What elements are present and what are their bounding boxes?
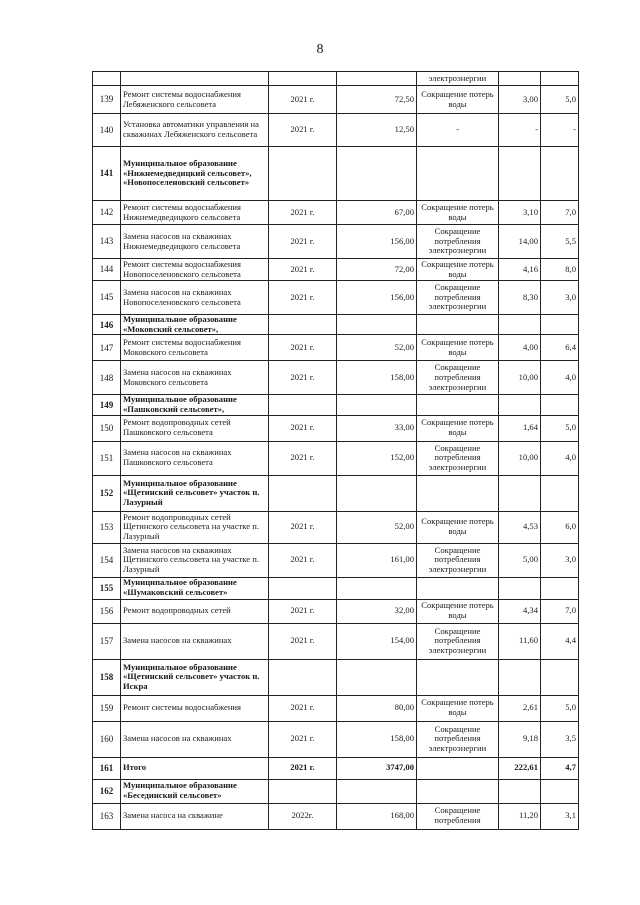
cost-cell: 72,50 — [337, 86, 417, 114]
year-cell — [269, 475, 337, 511]
payback-value-cell: 5,0 — [541, 695, 579, 721]
effect-cell: Сокращение потерь воды — [417, 335, 499, 361]
measure-name-cell: Ремонт водопроводных сетей Пашковского сельсовета — [121, 415, 269, 441]
payback-value-cell: 3,0 — [541, 281, 579, 315]
year-cell: 2021 г. — [269, 757, 337, 779]
year-cell: 2021 г. — [269, 361, 337, 395]
measure-name-cell: Замена насосов на скважинах Нижнемедведицкого сельсовета — [121, 225, 269, 259]
cost-cell: 156,00 — [337, 281, 417, 315]
measure-name-cell: Муниципальное образование «Шумаковский сельсовет» — [121, 577, 269, 599]
row-number-cell: 152 — [93, 475, 121, 511]
payback-value-cell: 4,4 — [541, 623, 579, 659]
row-number-cell: 163 — [93, 803, 121, 829]
measure-name-cell: Замена насосов на скважинах Новопоселеновского сельсовета — [121, 281, 269, 315]
measure-name-cell: Ремонт водопроводных сетей Щетинского сельсовета на участке п. Лазурный — [121, 511, 269, 543]
measure-name-cell: Ремонт водопроводных сетей — [121, 599, 269, 623]
effect-cell: Сокращение потребления электроэнергии — [417, 623, 499, 659]
cost-cell: 52,00 — [337, 511, 417, 543]
row-number-cell: 161 — [93, 757, 121, 779]
payback-value-cell: 3,0 — [541, 543, 579, 577]
section-header-row — [93, 659, 579, 695]
measure-name-cell: Замена насосов на скважинах Пашковского сельсовета — [121, 441, 269, 475]
row-number-cell: 149 — [93, 395, 121, 415]
table-row — [93, 335, 579, 361]
year-cell: 2021 г. — [269, 201, 337, 225]
effect-cell: Сокращение потерь воды — [417, 201, 499, 225]
measure-name-cell: Ремонт системы водоснабжения Моковского сельсовета — [121, 335, 269, 361]
effect-cell: Сокращение потребления электроэнергии — [417, 543, 499, 577]
payback-value-cell: 4,0 — [541, 361, 579, 395]
table-row — [93, 281, 579, 315]
row-number-cell: 139 — [93, 86, 121, 114]
year-cell: 2021 г. — [269, 511, 337, 543]
measure-name-cell: Муниципальное образование «Нижнемедведицкий сельсовет», «Новопоселеновский сельсовет» — [121, 147, 269, 201]
year-cell: 2021 г. — [269, 721, 337, 757]
saving-value-cell: - — [499, 114, 541, 147]
effect-cell: Сокращение потребления электроэнергии — [417, 721, 499, 757]
table-row — [93, 259, 579, 281]
cost-cell: 158,00 — [337, 361, 417, 395]
effect-cell: - — [417, 114, 499, 147]
cost-cell — [337, 659, 417, 695]
table-row — [93, 623, 579, 659]
year-cell: 2021 г. — [269, 599, 337, 623]
saving-value-cell: 3,00 — [499, 86, 541, 114]
year-cell — [269, 779, 337, 803]
saving-value-cell — [499, 72, 541, 86]
saving-value-cell: 5,00 — [499, 543, 541, 577]
payback-value-cell: 3,1 — [541, 803, 579, 829]
table-row — [93, 511, 579, 543]
effect-cell: Сокращение потребления электроэнергии — [417, 281, 499, 315]
year-cell: 2021 г. — [269, 114, 337, 147]
effect-cell — [417, 315, 499, 335]
measure-name-cell: Установка автоматики управления на скважинах Лебяженского сельсовета — [121, 114, 269, 147]
payback-value-cell — [541, 395, 579, 415]
effect-cell: Сокращение потребления электроэнергии — [417, 441, 499, 475]
measure-name-cell: Замена насосов на скважинах — [121, 721, 269, 757]
year-cell — [269, 72, 337, 86]
saving-value-cell: 1,64 — [499, 415, 541, 441]
payback-value-cell — [541, 147, 579, 201]
row-number-cell: 141 — [93, 147, 121, 201]
saving-value-cell — [499, 315, 541, 335]
saving-value-cell — [499, 475, 541, 511]
table-row — [93, 803, 579, 829]
effect-cell: электроэнергии — [417, 72, 499, 86]
measure-name-cell: Муниципальное образование «Пашковский сельсовет», — [121, 395, 269, 415]
program-table — [92, 71, 579, 830]
measure-name-cell: Замена насосов на скважинах — [121, 623, 269, 659]
section-header-row — [93, 577, 579, 599]
effect-cell: Сокращение потребления электроэнергии — [417, 225, 499, 259]
section-header-row — [93, 779, 579, 803]
effect-cell: Сокращение потерь воды — [417, 695, 499, 721]
row-number-cell: 147 — [93, 335, 121, 361]
year-cell — [269, 315, 337, 335]
cost-cell: 52,00 — [337, 335, 417, 361]
row-number-cell: 145 — [93, 281, 121, 315]
table-row — [93, 201, 579, 225]
measure-name-cell: Муниципальное образование «Моковский сельсовет», — [121, 315, 269, 335]
saving-value-cell: 8,30 — [499, 281, 541, 315]
year-cell: 2021 г. — [269, 86, 337, 114]
saving-value-cell: 4,16 — [499, 259, 541, 281]
cost-cell: 156,00 — [337, 225, 417, 259]
effect-cell: Сокращение потерь воды — [417, 415, 499, 441]
payback-value-cell: 5,0 — [541, 86, 579, 114]
year-cell: 2021 г. — [269, 543, 337, 577]
table-row — [93, 225, 579, 259]
payback-value-cell: 5,0 — [541, 415, 579, 441]
saving-value-cell: 2,61 — [499, 695, 541, 721]
section-header-row — [93, 475, 579, 511]
effect-cell: Сокращение потребления электроэнергии — [417, 361, 499, 395]
measure-name-cell: Ремонт системы водоснабжения — [121, 695, 269, 721]
payback-value-cell: - — [541, 114, 579, 147]
table-row — [93, 114, 579, 147]
payback-value-cell: 4,0 — [541, 441, 579, 475]
effect-cell — [417, 659, 499, 695]
cost-cell: 32,00 — [337, 599, 417, 623]
cost-cell: 12,50 — [337, 114, 417, 147]
effect-cell: Сокращение потерь воды — [417, 511, 499, 543]
row-number-cell: 155 — [93, 577, 121, 599]
effect-cell — [417, 147, 499, 201]
table-row — [93, 543, 579, 577]
year-cell: 2021 г. — [269, 441, 337, 475]
saving-value-cell: 14,00 — [499, 225, 541, 259]
effect-cell — [417, 757, 499, 779]
table-row — [93, 361, 579, 395]
saving-value-cell — [499, 577, 541, 599]
year-cell: 2021 г. — [269, 695, 337, 721]
measure-name-cell: Муниципальное образование «Щетинский сельсовет» участок п. Искра — [121, 659, 269, 695]
cost-cell — [337, 577, 417, 599]
year-cell: 2022г. — [269, 803, 337, 829]
table-row — [93, 441, 579, 475]
cost-cell: 3747,00 — [337, 757, 417, 779]
cost-cell — [337, 147, 417, 201]
cost-cell: 67,00 — [337, 201, 417, 225]
effect-cell — [417, 577, 499, 599]
cost-cell: 158,00 — [337, 721, 417, 757]
payback-value-cell: 7,0 — [541, 599, 579, 623]
effect-cell: Сокращение потребления — [417, 803, 499, 829]
section-header-row — [93, 147, 579, 201]
saving-value-cell: 11,60 — [499, 623, 541, 659]
row-number-cell: 156 — [93, 599, 121, 623]
year-cell — [269, 395, 337, 415]
measure-name-cell — [121, 72, 269, 86]
year-cell: 2021 г. — [269, 335, 337, 361]
payback-value-cell: 3,5 — [541, 721, 579, 757]
saving-value-cell — [499, 147, 541, 201]
row-number-cell: 159 — [93, 695, 121, 721]
row-number-cell: 142 — [93, 201, 121, 225]
payback-value-cell: 7,0 — [541, 201, 579, 225]
year-cell: 2021 г. — [269, 415, 337, 441]
year-cell: 2021 г. — [269, 623, 337, 659]
saving-value-cell: 10,00 — [499, 441, 541, 475]
payback-value-cell — [541, 72, 579, 86]
payback-value-cell: 4,7 — [541, 757, 579, 779]
saving-value-cell: 10,00 — [499, 361, 541, 395]
payback-value-cell — [541, 315, 579, 335]
payback-value-cell: 6,4 — [541, 335, 579, 361]
cost-cell: 80,00 — [337, 695, 417, 721]
measure-name-cell: Итого — [121, 757, 269, 779]
year-cell: 2021 г. — [269, 259, 337, 281]
cost-cell — [337, 475, 417, 511]
saving-value-cell — [499, 779, 541, 803]
row-number-cell: 150 — [93, 415, 121, 441]
row-number-cell: 144 — [93, 259, 121, 281]
year-cell — [269, 147, 337, 201]
measure-name-cell: Замена насосов на скважинах Моковского сельсовета — [121, 361, 269, 395]
totals-row — [93, 757, 579, 779]
measure-name-cell: Ремонт системы водоснабжения Нижнемедведицкого сельсовета — [121, 201, 269, 225]
cost-cell: 168,00 — [337, 803, 417, 829]
year-cell: 2021 г. — [269, 225, 337, 259]
saving-value-cell: 4,00 — [499, 335, 541, 361]
table-row — [93, 86, 579, 114]
saving-value-cell: 3,10 — [499, 201, 541, 225]
row-number-cell — [93, 72, 121, 86]
cost-cell: 161,00 — [337, 543, 417, 577]
saving-value-cell: 11,20 — [499, 803, 541, 829]
cost-cell — [337, 779, 417, 803]
section-header-row — [93, 315, 579, 335]
table-row — [93, 415, 579, 441]
payback-value-cell: 8,0 — [541, 259, 579, 281]
row-number-cell: 148 — [93, 361, 121, 395]
cost-cell — [337, 315, 417, 335]
measure-name-cell: Муниципальное образование «Бесединский сельсовет» — [121, 779, 269, 803]
payback-value-cell: 6,0 — [541, 511, 579, 543]
table-row — [93, 72, 579, 86]
table-row — [93, 599, 579, 623]
effect-cell: Сокращение потерь воды — [417, 599, 499, 623]
saving-value-cell: 9,18 — [499, 721, 541, 757]
saving-value-cell — [499, 659, 541, 695]
row-number-cell: 146 — [93, 315, 121, 335]
row-number-cell: 151 — [93, 441, 121, 475]
measure-name-cell: Замена насоса на скважине — [121, 803, 269, 829]
row-number-cell: 157 — [93, 623, 121, 659]
saving-value-cell: 222,61 — [499, 757, 541, 779]
effect-cell — [417, 475, 499, 511]
cost-cell: 154,00 — [337, 623, 417, 659]
measure-name-cell: Ремонт системы водоснабжения Лебяженского сельсовета — [121, 86, 269, 114]
effect-cell — [417, 779, 499, 803]
year-cell — [269, 659, 337, 695]
effect-cell: Сокращение потерь воды — [417, 86, 499, 114]
page-number: 8 — [316, 42, 324, 57]
year-cell: 2021 г. — [269, 281, 337, 315]
payback-value-cell — [541, 475, 579, 511]
effect-cell — [417, 395, 499, 415]
payback-value-cell — [541, 577, 579, 599]
cost-cell: 152,00 — [337, 441, 417, 475]
row-number-cell: 162 — [93, 779, 121, 803]
table-row — [93, 721, 579, 757]
year-cell — [269, 577, 337, 599]
measure-name-cell: Ремонт системы водоснабжения Новопоселеновского сельсовета — [121, 259, 269, 281]
measure-name-cell: Замена насосов на скважинах Щетинского сельсовета на участке п. Лазурный — [121, 543, 269, 577]
row-number-cell: 154 — [93, 543, 121, 577]
cost-cell — [337, 72, 417, 86]
measure-name-cell: Муниципальное образование «Щетинский сельсовет» участок п. Лазурный — [121, 475, 269, 511]
saving-value-cell: 4,53 — [499, 511, 541, 543]
row-number-cell: 160 — [93, 721, 121, 757]
table-row — [93, 695, 579, 721]
payback-value-cell — [541, 779, 579, 803]
effect-cell: Сокращение потерь воды — [417, 259, 499, 281]
cost-cell — [337, 395, 417, 415]
section-header-row — [93, 395, 579, 415]
payback-value-cell — [541, 659, 579, 695]
row-number-cell: 158 — [93, 659, 121, 695]
row-number-cell: 153 — [93, 511, 121, 543]
cost-cell: 33,00 — [337, 415, 417, 441]
row-number-cell: 143 — [93, 225, 121, 259]
saving-value-cell: 4,34 — [499, 599, 541, 623]
saving-value-cell — [499, 395, 541, 415]
payback-value-cell: 5,5 — [541, 225, 579, 259]
row-number-cell: 140 — [93, 114, 121, 147]
cost-cell: 72,00 — [337, 259, 417, 281]
